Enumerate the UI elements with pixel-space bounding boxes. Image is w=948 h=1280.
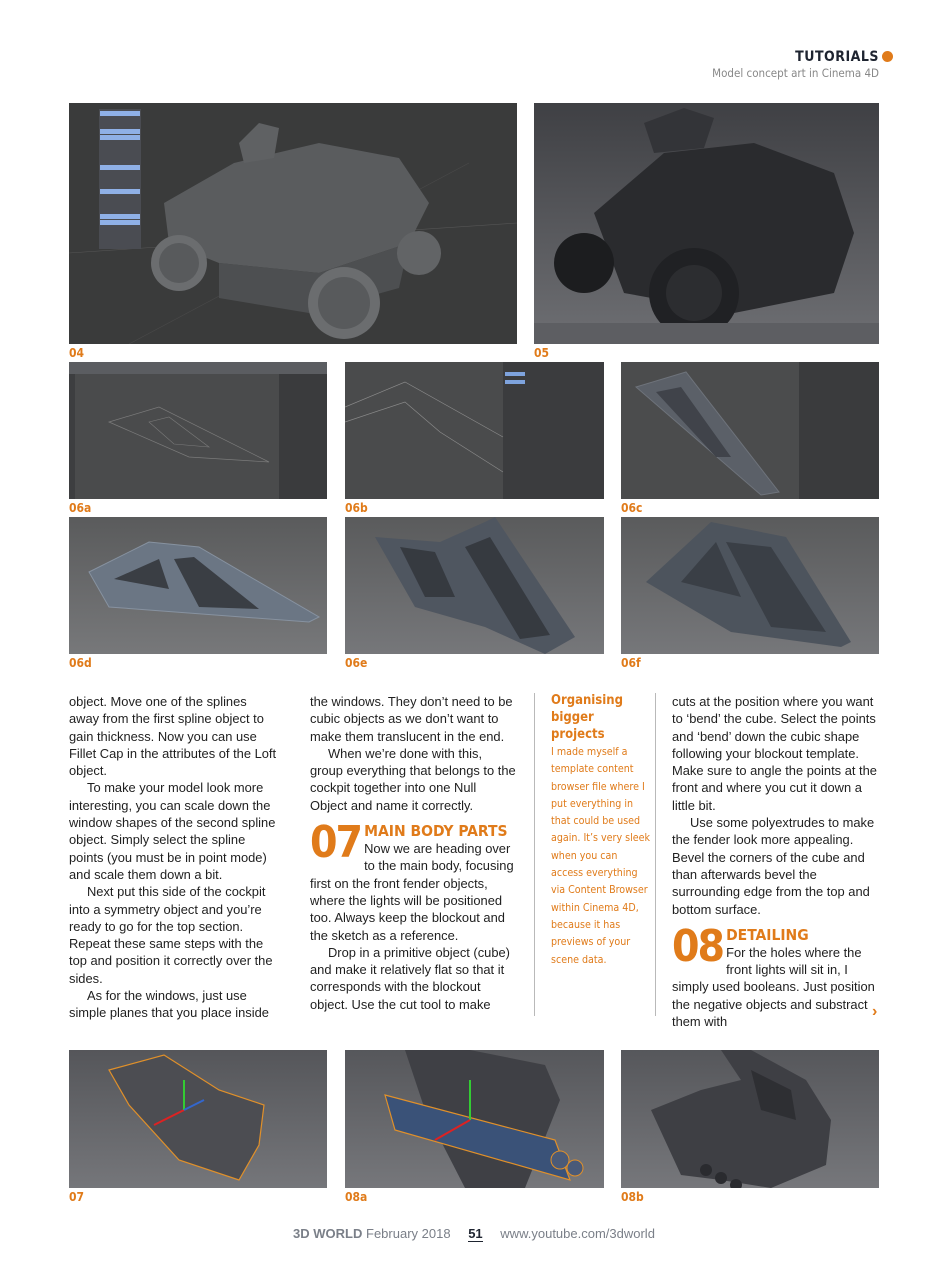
chevron-right-icon: › [872, 1003, 878, 1020]
page-number: 51 [468, 1226, 483, 1241]
figure-05 [534, 103, 879, 344]
section-title: TUTORIALS [795, 49, 879, 65]
text-column-2 [310, 693, 517, 1013]
figure-06c [621, 362, 879, 499]
footer-url: www.youtube.com/3dworld [500, 1226, 655, 1241]
figure-caption: 06e [345, 656, 368, 670]
article-subtitle: Model concept art in Cinema 4D [712, 66, 879, 80]
figure-caption: 06d [69, 656, 92, 670]
paragraph: Use some polyextrudes to make the fender look more appealing. Bevel the corners of the cube and than afterwards bevel the surrounding edge from the top and bottom surface. [672, 815, 875, 917]
figure-04 [69, 103, 517, 344]
figure-06d-render [69, 517, 327, 654]
text-column-4 [672, 693, 881, 1030]
step-number: 08 [672, 920, 724, 972]
text-column-1 [69, 693, 279, 1022]
figure-caption: 06f [621, 656, 641, 670]
figure-caption: 08a [345, 1190, 368, 1204]
issue-date: February 2018 [366, 1226, 451, 1241]
column-divider [655, 693, 656, 1016]
figure-06b [345, 362, 604, 499]
figure-08b [621, 1050, 879, 1188]
figure-caption: 06c [621, 501, 643, 515]
figure-06e-render [345, 517, 604, 654]
section-header [795, 48, 893, 66]
paragraph: Now we are heading over to the main body, focusing first on the front fender objects, where the lights will be positioned too. Always keep the blockout and the sketch as a reference. [310, 841, 514, 943]
figure-06a [69, 362, 327, 499]
sidebar-title: Organising bigger projects [551, 693, 623, 742]
paragraph: object. Move one of the splines away from the first spline object to gain thickness. Now you can use Fillet Cap in the attributes of the Loft object. [69, 694, 277, 779]
figure-06c-render [621, 362, 879, 499]
figure-06d [69, 517, 327, 654]
sidebar-tip [551, 692, 651, 969]
step-title: MAIN BODY PARTS [364, 822, 508, 841]
figure-caption: 06b [345, 501, 368, 515]
paragraph: Next put this side of the cockpit into a symmetry object and you’re ready to go for the top section. Repeat these same steps with the top and position it correctly over the sides. [69, 884, 273, 986]
figure-caption: 08b [621, 1190, 644, 1204]
figure-caption: 06a [69, 501, 92, 515]
paragraph: Drop in a primitive object (cube) and make it relatively flat so that it corresponds with the blockout object. Use the cut tool to make [310, 944, 510, 1012]
page-footer [0, 1226, 948, 1241]
paragraph: When we’re done with this, group everything that belongs to the cockpit together into one Null Object and name it correctly. [310, 745, 516, 813]
figure-04-render [69, 103, 517, 344]
figure-07-render [69, 1050, 327, 1188]
figure-08a [345, 1050, 604, 1188]
paragraph: To make your model look more interesting, you can scale down the window shapes of the second spline object. Simply select the spline points (you must be in point mode) and scale them down a bit. [69, 780, 276, 882]
column-divider [534, 693, 535, 1016]
paragraph: As for the windows, just use simple planes that you place inside [69, 988, 269, 1021]
sidebar-body: I made myself a template content browser file where I put everything in that could be used again. It’s very sleek when you can access everything via Content Browser within Cinema 4D, because it has previews of your scene data. [551, 746, 650, 966]
figure-05-render [534, 103, 879, 344]
figure-08a-render [345, 1050, 604, 1188]
step-08-heading [672, 920, 881, 1030]
magazine-name: 3D WORLD [293, 1226, 363, 1241]
figure-06f-render [621, 517, 879, 654]
paragraph: the windows. They don’t need to be cubic objects as we don’t want to make them translucent in the end. [310, 694, 513, 744]
figure-caption: 07 [69, 1190, 85, 1204]
step-number: 07 [310, 817, 362, 869]
paragraph: cuts at the position where you want to ‘bend’ the cube. Select the points and ‘bend’ down the cubic shape following your blockout template. Make sure to angle the points at the front and where you cut it down a little bit. [672, 694, 877, 813]
figure-07 [69, 1050, 327, 1188]
step-title: DETAILING [726, 925, 809, 944]
orange-dot-icon [882, 51, 893, 62]
figure-06a-render [69, 362, 327, 499]
figure-08b-render [621, 1050, 879, 1188]
paragraph: For the holes where the front lights will sit in, I simply used booleans. Just position the negative objects and substract them with [672, 944, 875, 1030]
figure-06e [345, 517, 604, 654]
figure-06b-render [345, 362, 604, 499]
figure-caption: 05 [534, 346, 550, 360]
step-07-heading [310, 817, 517, 944]
figure-caption: 04 [69, 346, 85, 360]
figure-06f [621, 517, 879, 654]
